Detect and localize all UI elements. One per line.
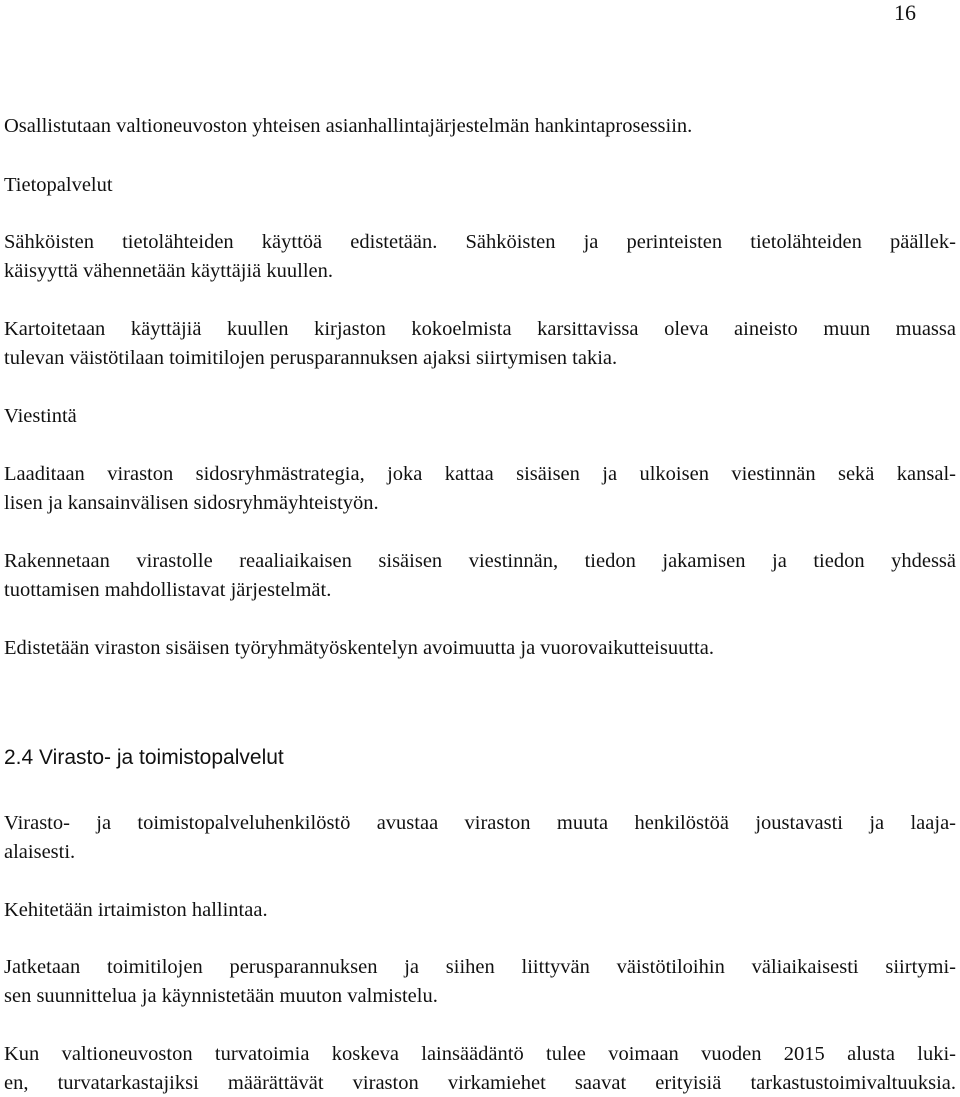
paragraph-security-law-line-1: Kun valtioneuvoston turvatoimia koskeva lainsäädäntö tulee voimaan vuoden 2015 alusta luki- xyxy=(4,1043,956,1065)
paragraph-internal-communication-line-1: Rakennetaan virastolle reaaliaikaisen sisäisen viestinnän, tiedon jakamisen ja tiedon yhdessä xyxy=(4,550,956,572)
paragraph-relocation-line-1: Jatketaan toimitilojen perusparannuksen ja siihen liittyvän väistötiloihin väliaikaisesti siirtymi- xyxy=(4,956,956,978)
paragraph-library-collection-line-2: tulevan väistötilaan toimitilojen perusparannuksen ajaksi siirtymisen takia. xyxy=(4,347,618,369)
paragraph-stakeholder-strategy-line-1: Laaditaan viraston sidosryhmästrategia, joka kattaa sisäisen ja ulkoisen viestinnän sekä kansal- xyxy=(4,463,956,485)
paragraph-office-staff-line-2: alaisesti. xyxy=(4,841,76,863)
subheading-tietopalvelut: Tietopalvelut xyxy=(4,174,113,196)
paragraph-working-groups: Edistetään viraston sisäisen työryhmätyöskentelyn avoimuutta ja vuorovaikutteisuutta. xyxy=(4,637,714,659)
paragraph-internal-communication-line-2: tuottamisen mahdollistavat järjestelmät. xyxy=(4,579,332,601)
paragraph-electronic-sources-line-1: Sähköisten tietolähteiden käyttöä edistetään. Sähköisten ja perinteisten tietolähteiden päällek- xyxy=(4,231,956,253)
paragraph-library-collection-line-1: Kartoitetaan käyttäjiä kuullen kirjaston kokoelmista karsittavissa oleva aineisto muun muassa xyxy=(4,318,956,340)
subheading-viestinta: Viestintä xyxy=(4,405,77,427)
paragraph-security-law-line-2: en, turvatarkastajiksi määrättävät viraston virkamiehet saavat erityisiä tarkastustoimivaltuuksia. xyxy=(4,1072,956,1094)
paragraph-electronic-sources-line-2: käisyyttä vähennetään käyttäjiä kuullen. xyxy=(4,260,334,282)
paragraph-office-staff-line-1: Virasto- ja toimistopalveluhenkilöstö avustaa viraston muuta henkilöstöä joustavasti ja laaja- xyxy=(4,812,956,834)
paragraph-stakeholder-strategy-line-2: lisen ja kansainvälisen sidosryhmäyhteistyön. xyxy=(4,492,379,514)
paragraph-procurement: Osallistutaan valtioneuvoston yhteisen asianhallintajärjestelmän hankintaprosessiin. xyxy=(4,115,693,137)
page-number: 16 xyxy=(894,0,916,25)
paragraph-movables: Kehitetään irtaimiston hallintaa. xyxy=(4,899,268,921)
paragraph-relocation-line-2: sen suunnittelua ja käynnistetään muuton valmistelu. xyxy=(4,985,438,1007)
section-heading: 2.4 Virasto- ja toimistopalvelut xyxy=(4,746,284,769)
